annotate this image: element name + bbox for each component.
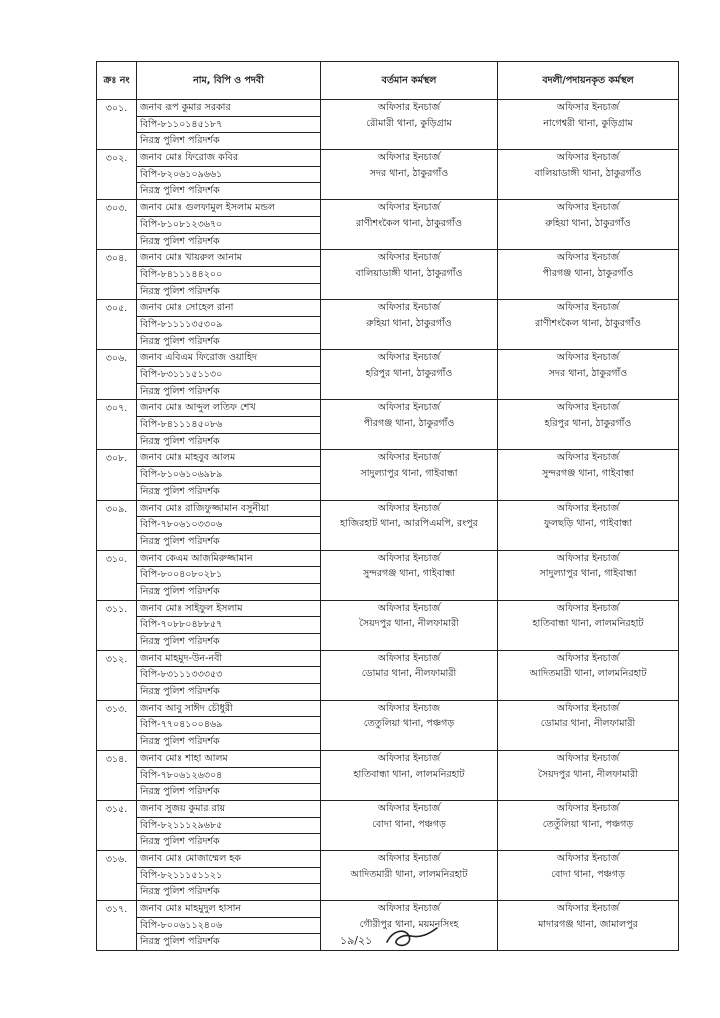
new-post: অফিসার ইনচার্জ — [556, 402, 620, 414]
current-place: তেতুলিয়া থানা, পঞ্চগড় — [363, 718, 455, 730]
rank: নিরস্ত্র পুলিশ পরিদর্শক — [137, 833, 320, 850]
name-cell — [137, 200, 321, 250]
new-post: অফিসার ইনচার্জ — [556, 652, 620, 664]
officer-name: জনাব মোঃ সোহেল রানা — [140, 302, 234, 314]
new-place: সাদুল্যাপুর থানা, গাইবান্ধা — [539, 568, 637, 580]
officer-name: জনাব মোঃ মোজাম্মেল হক — [140, 852, 241, 864]
new-posting-cell — [498, 650, 679, 700]
new-place: সৈয়দপুর থানা, নীলফামারী — [538, 768, 638, 780]
current-place: পীরগঞ্জ থানা, ঠাকুরগাঁও — [363, 418, 455, 430]
current-place: বালিয়াডাঙ্গী থানা, ঠাকুরগাঁও — [355, 267, 463, 279]
current-post: অফিসার ইনচার্জ — [377, 602, 441, 614]
serial-cell: ৩১৬. — [97, 850, 137, 900]
bp-number: বিপি-৮২০৬১০৯৬৬১ — [137, 166, 320, 183]
serial-cell: ৩১৩. — [97, 700, 137, 750]
new-place: নাগেশ্বরী থানা, কুড়িগ্রাম — [543, 117, 633, 129]
current-post: অফিসার ইনচার্জ — [377, 502, 441, 514]
new-posting-cell — [498, 200, 679, 250]
new-post: অফিসার ইনচার্জ — [556, 602, 620, 614]
new-post: অফিসার ইনচার্জ — [556, 852, 620, 864]
new-posting-cell — [498, 250, 679, 300]
rank: নিরস্ত্র পুলিশ পরিদর্শক — [137, 132, 320, 149]
rank: নিরস্ত্র পুলিশ পরিদর্শক — [137, 433, 320, 450]
officer-name: জনাব মোঃ রাজিফুজ্জামান বসুনীয়া — [140, 502, 270, 514]
table-row — [97, 600, 679, 650]
current-place: বোদা থানা, পঞ্চগড় — [372, 818, 446, 830]
name-cell — [137, 450, 321, 500]
officer-name: জনাব মোঃ গুলফামুল ইসলাম মন্ডল — [140, 202, 276, 214]
serial-cell: ৩০৫. — [97, 300, 137, 350]
current-posting-cell — [321, 400, 498, 450]
current-posting-cell — [321, 150, 498, 200]
current-posting-cell — [321, 850, 498, 900]
serial-cell: ৩১২. — [97, 650, 137, 700]
current-place: সৈয়দপুর থানা, নীলফামারী — [359, 618, 459, 630]
rank: নিরস্ত্র পুলিশ পরিদর্শক — [137, 233, 320, 250]
table-row — [97, 450, 679, 500]
new-place: রাণীশংকৈল থানা, ঠাকুরগাঁও — [535, 317, 641, 329]
new-place: হাতিবান্ধা থানা, লালমনিরহাট — [532, 618, 644, 630]
table-row — [97, 800, 679, 850]
serial-cell: ৩১০. — [97, 550, 137, 600]
new-posting-cell — [498, 850, 679, 900]
table-row — [97, 500, 679, 550]
officer-name: জনাব মোঃ ফিরোজ কবির — [140, 152, 239, 164]
new-place: মাদারগঞ্জ থানা, জামালপুর — [538, 918, 638, 930]
table-row — [97, 300, 679, 350]
current-place: হাতিবান্ধা থানা, লালমনিরহাট — [353, 768, 465, 780]
name-cell — [137, 350, 321, 400]
new-place: আদিতমারী থানা, লালমনিরহাট — [529, 668, 647, 680]
rank: নিরস্ত্র পুলিশ পরিদর্শক — [137, 733, 320, 750]
new-post: অফিসার ইনচার্জ — [556, 152, 620, 164]
new-posting-cell — [498, 400, 679, 450]
bp-number: বিপি-৮৩১১১৩৩৩৫৩ — [137, 666, 320, 683]
signature-initials — [383, 924, 443, 952]
name-cell — [137, 800, 321, 850]
current-place: ডোমার থানা, নীলফামারী — [361, 668, 457, 680]
rank: নিরস্ত্র পুলিশ পরিদর্শক — [137, 933, 320, 950]
new-place: সদর থানা, ঠাকুরগাঁও — [548, 368, 628, 379]
officer-name: জনাব মোঃ খায়রুল আনাম — [140, 252, 242, 264]
rank: নিরস্ত্র পুলিশ পরিদর্শক — [137, 583, 320, 600]
name-cell — [137, 850, 321, 900]
rank: নিরস্ত্র পুলিশ পরিদর্শক — [137, 283, 320, 300]
name-cell — [137, 600, 321, 650]
new-place: হরিপুর থানা, ঠাকুরগাঁও — [544, 418, 632, 430]
current-post: অফিসার ইনচার্জ — [377, 652, 441, 664]
new-place: বোদা থানা, পঞ্চগড় — [551, 868, 625, 880]
current-place: আদিতমারী থানা, লালমনিরহাট — [350, 868, 468, 880]
current-post: অফিসার ইনচার্জ — [377, 552, 441, 564]
name-cell — [137, 700, 321, 750]
bp-number: বিপি-৮৩১১১৫১১৩০ — [137, 366, 320, 383]
new-post: অফিসার ইনচার্জ — [556, 903, 620, 914]
rank: নিরস্ত্র পুলিশ পরিদর্শক — [137, 683, 320, 700]
new-posting-cell — [498, 700, 679, 750]
serial-cell: ৩১৭. — [97, 901, 137, 951]
header-current-posting: বর্তমান কর্মস্থল — [321, 62, 498, 100]
officer-name: জনাব মোঃ মাহমুদুল হাসান — [140, 903, 242, 914]
name-cell — [137, 400, 321, 450]
officer-name: জনাব সুজয় কুমার রায় — [140, 802, 226, 814]
bp-number: বিপি-৭৭০৪১০০৪৬৯ — [137, 716, 320, 733]
current-post: অফিসার ইনচাজ — [377, 702, 441, 714]
table-row — [97, 550, 679, 600]
current-posting-cell — [321, 550, 498, 600]
bp-number: বিপি-৮১১০১৪৫১৮৭ — [137, 116, 320, 133]
current-post: অফিসার ইনচার্জ — [377, 903, 441, 914]
officer-name: জনাব আবু সাঈদ চৌধুরী — [140, 702, 233, 714]
table-row — [97, 350, 679, 400]
current-post: অফিসার ইনচার্জ — [377, 102, 441, 113]
serial-cell: ৩০৯. — [97, 500, 137, 550]
current-posting-cell — [321, 700, 498, 750]
new-place: রুহিয়া থানা, ঠাকুরগাঁও — [545, 217, 631, 229]
serial-cell: ৩১১. — [97, 600, 137, 650]
new-posting-cell — [498, 550, 679, 600]
new-place: বালিয়াডাঙ্গী থানা, ঠাকুরগাঁও — [534, 167, 642, 179]
current-place: সদর থানা, ঠাকুরগাঁও — [369, 167, 449, 179]
new-posting-cell — [498, 600, 679, 650]
table-row — [97, 750, 679, 800]
new-posting-cell — [498, 450, 679, 500]
new-post: অফিসার ইনচার্জ — [556, 352, 620, 364]
current-post: অফিসার ইনচার্জ — [377, 802, 441, 814]
current-posting-cell — [321, 800, 498, 850]
officer-name: জনাব রূপ কুমার সরকার — [140, 102, 231, 113]
bp-number: বিপি-৮৪১১১৪৫০৮৬ — [137, 416, 320, 433]
page-footer — [0, 924, 720, 954]
rank: নিরস্ত্র পুলিশ পরিদর্শক — [137, 182, 320, 199]
current-posting-cell — [321, 100, 498, 150]
rank: নিরস্ত্র পুলিশ পরিদর্শক — [137, 483, 320, 500]
table-row — [97, 250, 679, 300]
new-post: অফিসার ইনচার্জ — [556, 552, 620, 564]
new-post: অফিসার ইনচার্জ — [556, 502, 620, 514]
bp-number: বিপি-৮০০৪০৮০২৮১ — [137, 566, 320, 583]
current-place: গৌরীপুর থানা, ময়মনসিংহ — [359, 918, 459, 930]
header-serial: ক্রঃ নং — [97, 62, 137, 100]
serial-cell: ৩০৬. — [97, 350, 137, 400]
new-posting-cell — [498, 800, 679, 850]
name-cell — [137, 650, 321, 700]
new-post: অফিসার ইনচার্জ — [556, 252, 620, 264]
current-post: অফিসার ইনচার্জ — [377, 852, 441, 864]
rank: নিরস্ত্র পুলিশ পরিদর্শক — [137, 533, 320, 550]
table-row — [97, 650, 679, 700]
current-place: রুহিয়া থানা, ঠাকুরগাঁও — [366, 317, 452, 329]
rank: নিরস্ত্র পুলিশ পরিদর্শক — [137, 633, 320, 650]
header-new-posting: বদলী/পদায়নকৃত কর্মস্থল — [498, 62, 679, 100]
new-posting-cell — [498, 300, 679, 350]
new-post: অফিসার ইনচার্জ — [556, 102, 620, 113]
serial-cell: ৩১৫. — [97, 800, 137, 850]
new-post: অফিসার ইনচার্জ — [556, 302, 620, 314]
current-posting-cell — [321, 750, 498, 800]
serial-cell: ৩০৩. — [97, 200, 137, 250]
name-cell — [137, 300, 321, 350]
new-posting-cell — [498, 500, 679, 550]
current-posting-cell — [321, 250, 498, 300]
new-place: ফুলছড়ি থানা, গাইবান্ধা — [544, 518, 632, 530]
current-post: অফিসার ইনচার্জ — [377, 302, 441, 314]
new-posting-cell — [498, 750, 679, 800]
bp-number: বিপি-৮১১১১৩৫৩০৯ — [137, 316, 320, 333]
current-posting-cell — [321, 650, 498, 700]
officer-name: জনাব মোঃ আব্দুল লতিফ শেখ — [140, 402, 256, 414]
current-post: অফিসার ইনচার্জ — [377, 202, 441, 214]
new-place: পীরগঞ্জ থানা, ঠাকুরগাঁও — [542, 267, 634, 279]
new-posting-cell — [498, 150, 679, 200]
header-name: নাম, বিপি ও পদবী — [137, 62, 321, 100]
rank: নিরস্ত্র পুলিশ পরিদর্শক — [137, 333, 320, 350]
current-post: অফিসার ইনচার্জ — [377, 752, 441, 764]
table-row — [97, 200, 679, 250]
name-cell — [137, 150, 321, 200]
current-post: অফিসার ইনচার্জ — [377, 352, 441, 364]
current-posting-cell — [321, 500, 498, 550]
table-row — [97, 150, 679, 200]
new-post: অফিসার ইনচার্জ — [556, 752, 620, 764]
new-place: ডোমার থানা, নীলফামারী — [540, 718, 636, 730]
current-post: অফিসার ইনচার্জ — [377, 402, 441, 414]
officer-name: জনাব মোঃ সাইফুল ইসলাম — [140, 602, 243, 614]
page-number: ১৯/২১ — [340, 934, 373, 947]
bp-number: বিপি-৮২১১১৫১১২১ — [137, 867, 320, 884]
table-row — [97, 850, 679, 900]
current-posting-cell — [321, 450, 498, 500]
name-cell — [137, 550, 321, 600]
current-place: হাজিরহাট থানা, আরপিএমপি, রংপুর — [340, 518, 478, 530]
table-row — [97, 400, 679, 450]
current-place: রৌমারী থানা, কুড়িগ্রাম — [366, 117, 452, 129]
bp-number: বিপি-৭৮০৬১২৬৩০৪ — [137, 767, 320, 784]
rank: নিরস্ত্র পুলিশ পরিদর্শক — [137, 883, 320, 900]
new-posting-cell — [498, 100, 679, 150]
current-post: অফিসার ইনচার্জ — [377, 152, 441, 164]
table-row — [97, 100, 679, 150]
current-place: রাণীশংকৈল থানা, ঠাকুরগাঁও — [356, 217, 462, 229]
name-cell — [137, 750, 321, 800]
name-cell — [137, 250, 321, 300]
officer-name: জনাব কেএম আজমিরুজ্জামান — [140, 552, 253, 564]
name-cell — [137, 100, 321, 150]
name-cell — [137, 500, 321, 550]
current-post: অফিসার ইনচার্জ — [377, 452, 441, 464]
bp-number: বিপি-৭৮০৬১০৩৩০৬ — [137, 516, 320, 533]
bp-number: বিপি-৭০৮৮০৪৮৮৫৭ — [137, 616, 320, 633]
current-posting-cell — [321, 300, 498, 350]
table-header-row — [97, 62, 679, 100]
current-posting-cell — [321, 200, 498, 250]
current-place: সুন্দরগঞ্জ থানা, গাইবান্ধা — [362, 568, 456, 580]
new-post: অফিসার ইনচার্জ — [556, 452, 620, 464]
bp-number: বিপি-৮২১১১২৯৬৮৫ — [137, 817, 320, 834]
bp-number: বিপি-৮১০৬১০৬৯৮৯ — [137, 466, 320, 483]
officer-name: জনাব মোঃ মাহবুব আলম — [140, 452, 236, 464]
new-post: অফিসার ইনচার্জ — [556, 802, 620, 814]
serial-cell: ৩০৭. — [97, 400, 137, 450]
new-post: অফিসার ইনচার্জ — [556, 702, 620, 714]
serial-cell: ৩০২. — [97, 150, 137, 200]
serial-cell: ৩০৪. — [97, 250, 137, 300]
current-post: অফিসার ইনচার্জ — [377, 252, 441, 264]
table-row — [97, 700, 679, 750]
current-place: হরিপুর থানা, ঠাকুরগাঁও — [365, 368, 453, 379]
rank: নিরস্ত্র পুলিশ পরিদর্শক — [137, 783, 320, 800]
serial-cell: ৩১৪. — [97, 750, 137, 800]
officer-name: জনাব মোঃ শাহা আলম — [140, 752, 228, 764]
current-posting-cell — [321, 350, 498, 400]
serial-cell: ৩০১. — [97, 100, 137, 150]
bp-number: বিপি-৮০০৬১১২৪০৬ — [137, 917, 320, 934]
new-place: সুন্দরগঞ্জ থানা, গাইবান্ধা — [541, 468, 635, 480]
new-post: অফিসার ইনচার্জ — [556, 202, 620, 214]
officer-name: জনাব এবিএম ফিরোজ ওয়াহিদ — [140, 352, 258, 364]
officer-name: জনাব মাহমুদ-উন-নবী — [140, 652, 223, 664]
rank: নিরস্ত্র পুলিশ পরিদর্শক — [137, 383, 320, 400]
current-posting-cell — [321, 600, 498, 650]
new-posting-cell — [498, 350, 679, 400]
bp-number: বিপি-৮৪১১১৪৪২০০ — [137, 266, 320, 283]
serial-cell: ৩০৮. — [97, 450, 137, 500]
new-place: তেতুঁলিয়া থানা, পঞ্চগড় — [542, 818, 634, 830]
bp-number: বিপি-৮১০৮১২৩৬৭০ — [137, 216, 320, 233]
current-place: সাদুল্যাপুর থানা, গাইবান্ধা — [360, 468, 458, 480]
transfer-table — [96, 61, 679, 951]
